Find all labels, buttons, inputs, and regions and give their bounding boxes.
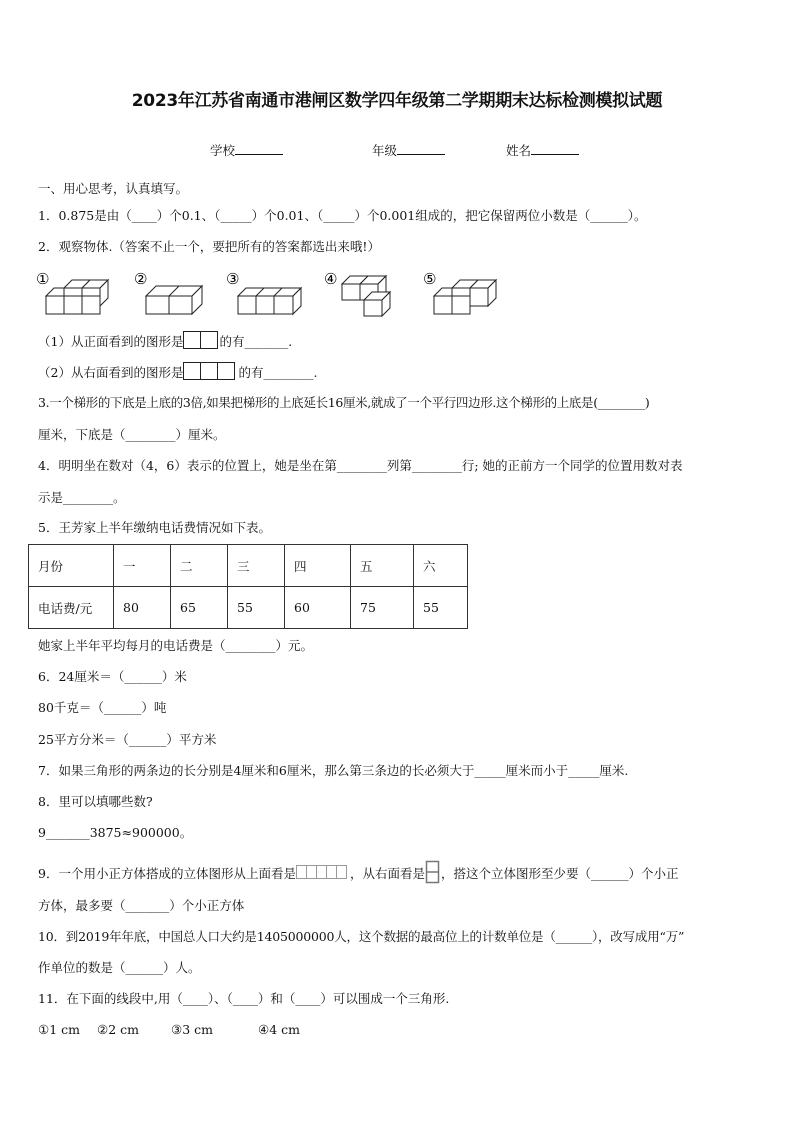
question-4-line-2: 示是________。	[38, 490, 126, 505]
table-cell: 55	[414, 587, 468, 629]
table-cell: 三	[228, 545, 285, 587]
q2-1-suffix: 的有_______.	[219, 334, 293, 349]
three-square-view-icon	[183, 362, 238, 385]
option-3: ③3 cm	[171, 1022, 213, 1037]
grade-field[interactable]	[372, 141, 445, 160]
cube-figures	[36, 270, 506, 320]
table-cell: 75	[351, 587, 414, 629]
question-2: 2．观察物体.（答案不止一个，要把所有的答案都选出来哦!）	[38, 239, 380, 254]
question-3-line-2: 厘米，下底是（________）厘米。	[38, 427, 226, 442]
table-row	[29, 587, 468, 629]
question-10-line-2: 作单位的数是（______）人。	[38, 960, 201, 975]
phone-bill-table	[28, 544, 468, 629]
table-cell: 电话费/元	[29, 587, 114, 629]
figure-label-2: ②	[134, 270, 148, 288]
question-6-c: 25平方分米＝（______）平方米	[38, 732, 217, 747]
question-6-a: 6．24厘米＝（______）米	[38, 669, 187, 684]
right-view-icon	[425, 860, 441, 889]
question-8: 8．里可以填哪些数?	[38, 794, 153, 809]
name-blank[interactable]	[531, 141, 579, 155]
table-cell: 五	[351, 545, 414, 587]
figure-label-4: ④	[324, 270, 338, 288]
figure-label-1: ①	[36, 270, 50, 288]
table-cell: 一	[114, 545, 171, 587]
school-field[interactable]	[210, 141, 283, 160]
question-2-part-2	[38, 362, 317, 385]
question-2-part-1	[38, 331, 292, 354]
q2-1-prefix: （1）从正面看到的图形是	[38, 334, 184, 349]
school-label: 学校	[210, 143, 236, 158]
table-cell: 55	[228, 587, 285, 629]
question-3-line-1: 3.一个梯形的下底是上底的3倍,如果把梯形的上底延长16厘米,就成了一个平行四边形.这个梯形的上底是(________)	[38, 395, 650, 410]
question-5-answer: 她家上半年平均每月的电话费是（________）元。	[38, 638, 314, 653]
figure-3	[226, 270, 301, 314]
question-1: 1．0.875是由（____）个0.1、（_____）个0.01、（_____）个0.001组成的，把它保留两位小数是（______）。	[38, 208, 647, 223]
two-square-view-icon	[183, 331, 219, 354]
table-cell: 四	[285, 545, 351, 587]
table-cell: 80	[114, 587, 171, 629]
q9-suffix: ，搭这个立体图形至少要（______）个小正	[440, 866, 679, 881]
grade-label: 年级	[372, 143, 398, 158]
q9-middle: ，从右面看是	[349, 866, 425, 881]
table-cell: 60	[285, 587, 351, 629]
question-9-line-2: 方体，最多要（_______）个小正方体	[38, 898, 245, 913]
table-cell: 月份	[29, 545, 114, 587]
q2-2-suffix: 的有________.	[238, 365, 318, 380]
figure-label-5: ⑤	[423, 270, 437, 288]
table-cell: 六	[414, 545, 468, 587]
q9-prefix: 9．一个用小正方体搭成的立体图形从上面看是	[38, 866, 296, 881]
name-label: 姓名	[506, 143, 532, 158]
page-title: 2023年江苏省南通市港闸区数学四年级第二学期期末达标检测模拟试题	[131, 91, 663, 111]
question-5: 5．王芳家上半年缴纳电话费情况如下表。	[38, 520, 271, 535]
question-9-line-1	[38, 860, 679, 889]
question-7: 7．如果三角形的两条边的长分别是4厘米和6厘米，那么第三条边的长必须大于_____厘米而小于_____厘米.	[38, 763, 629, 778]
question-6-b: 80千克＝（______）吨	[38, 700, 167, 715]
question-11: 11．在下面的线段中,用（____）、（____）和（____）可以围成一个三角形.	[38, 991, 450, 1006]
school-blank[interactable]	[235, 141, 283, 155]
question-8-expression: 9_______3875≈900000。	[38, 825, 193, 840]
name-field[interactable]	[506, 141, 579, 160]
question-4-line-1: 4．明明坐在数对（4，6）表示的位置上，她是坐在第________列第________行; 她的正前方一个同学的位置用数对表	[38, 458, 683, 473]
figure-label-3: ③	[226, 270, 240, 288]
option-4: ④4 cm	[258, 1022, 300, 1037]
figure-4	[324, 270, 390, 316]
option-1: ①1 cm	[38, 1022, 80, 1037]
question-10-line-1: 10．到2019年年底，中国总人口大约是1405000000人，这个数据的最高位上的计数单位是（______），改写成用“万”	[38, 929, 685, 944]
table-cell: 二	[171, 545, 228, 587]
figure-1	[36, 270, 108, 314]
figure-2	[134, 270, 202, 314]
table-row	[29, 545, 468, 587]
grade-blank[interactable]	[397, 141, 445, 155]
option-2: ②2 cm	[97, 1022, 139, 1037]
table-cell: 65	[171, 587, 228, 629]
top-view-icon	[296, 864, 350, 885]
figure-5	[423, 270, 496, 314]
question-11-options	[38, 1021, 300, 1039]
q2-2-prefix: （2）从右面看到的图形是	[38, 365, 184, 380]
section-heading: 一、用心思考，认真填写。	[38, 181, 189, 196]
